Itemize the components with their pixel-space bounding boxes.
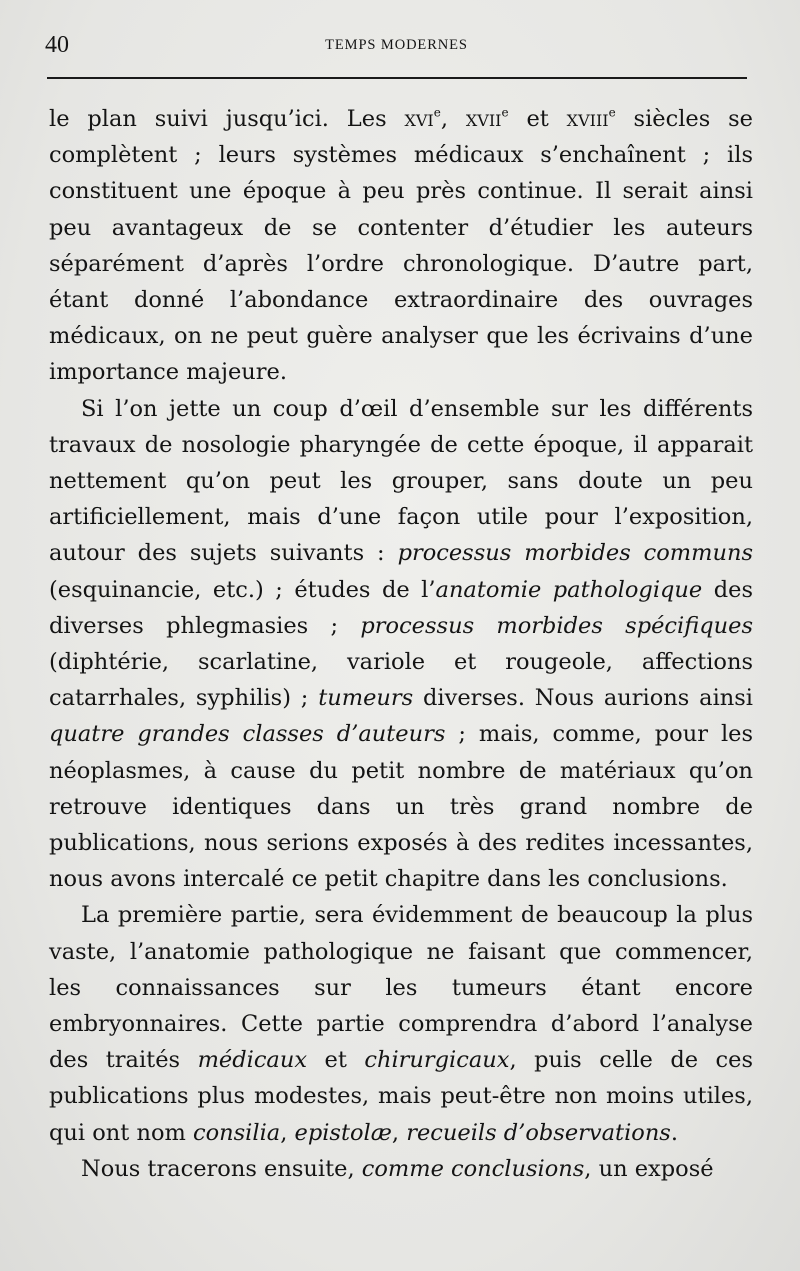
text-run: et	[508, 106, 567, 132]
text-run: ,	[280, 1119, 295, 1146]
italic-run: anatomie pathologique	[435, 576, 703, 603]
text-run: et	[307, 1047, 365, 1074]
text-run: le plan suivi jusqu’ici. Les	[49, 106, 405, 132]
paragraph	[49, 1151, 753, 1187]
text-run: , puis celle de ces publications plus modestes, mais peut-être non moins utiles, qui ont nom	[49, 1047, 753, 1146]
text-run: diverses. Nous aurions ainsi	[413, 685, 753, 712]
italic-run: epistolæ	[294, 1119, 392, 1146]
italic-run: processus morbides communs	[397, 540, 754, 567]
running-head	[45, 28, 748, 68]
small-caps-run: xvii	[465, 106, 502, 132]
italic-run: quatre grandes classes d’auteurs	[49, 721, 446, 748]
paragraph	[49, 101, 753, 391]
superscript-run: e	[433, 105, 441, 120]
header-rule	[47, 77, 747, 79]
superscript-run: e	[501, 105, 509, 120]
small-caps-run: xviii	[566, 106, 609, 132]
text-run: .	[670, 1119, 679, 1146]
text-run: ,	[391, 1119, 407, 1146]
text-run: Nous tracerons ensuite,	[81, 1155, 362, 1182]
body-text	[49, 101, 753, 1187]
italic-run: consilia	[193, 1119, 281, 1146]
superscript-run: e	[608, 105, 616, 120]
italic-run: médicaux	[197, 1047, 308, 1074]
italic-run: recueils d’observations	[406, 1119, 671, 1146]
small-caps-run: xvi	[404, 106, 434, 132]
text-run: Si l’on jette un coup d’œil d’ensemble sur les différents travaux de nosologie pharyngée de cette époque, il apparait nettement qu’on peut les grouper, sans doute un peu artificiellement, mais d’une façon utile pour l’exposition, autour des sujets suivants :	[49, 395, 753, 567]
text-run: ,	[440, 106, 466, 132]
running-title: TEMPS MODERNES	[325, 37, 468, 53]
text-run: siècles se complètent ; leurs systèmes médicaux s’enchaînent ; ils constituent une époque à peu près continue. Il serait ainsi peu avantageux de se contenter d’étudier les auteurs séparément d’après l’ordre chronologique. D’autre part, étant donné l’abondance extraordinaire des ouvrages médicaux, on ne peut guère analyser que les écrivains d’une importance majeure.	[49, 106, 753, 386]
italic-run: processus morbides spécifiques	[360, 612, 753, 639]
paragraph	[49, 897, 753, 1150]
italic-run: chirurgicaux	[364, 1047, 510, 1074]
italic-run: tumeurs	[318, 685, 414, 712]
text-run: , un exposé	[584, 1155, 714, 1182]
text-run: des diverses phlegmasies ;	[49, 576, 753, 639]
text-run: La première partie, sera évidemment de beaucoup la plus vaste, l’anatomie pathologique ne faisant que commencer, les connaissances sur les tumeurs étant encore embryonnaires. Cette partie comprendra d’abord l’analyse des traités	[49, 902, 753, 1074]
text-run: (esquinancie, etc.) ; études de l’	[49, 576, 436, 603]
paragraph	[49, 391, 753, 898]
italic-run: comme conclusions	[361, 1155, 585, 1182]
text-run: (diphtérie, scarlatine, variole et rougeole, affections catarrhales, syphilis) ;	[49, 649, 753, 712]
text-run: ; mais, comme, pour les néoplasmes, à cause du petit nombre de matériaux qu’on retrouve identiques dans un très grand nombre de publications, nous serions exposés à des redites incessantes, nous avons intercalé ce petit chapitre dans les conclusions.	[49, 721, 753, 893]
page-number: 40	[45, 32, 69, 58]
